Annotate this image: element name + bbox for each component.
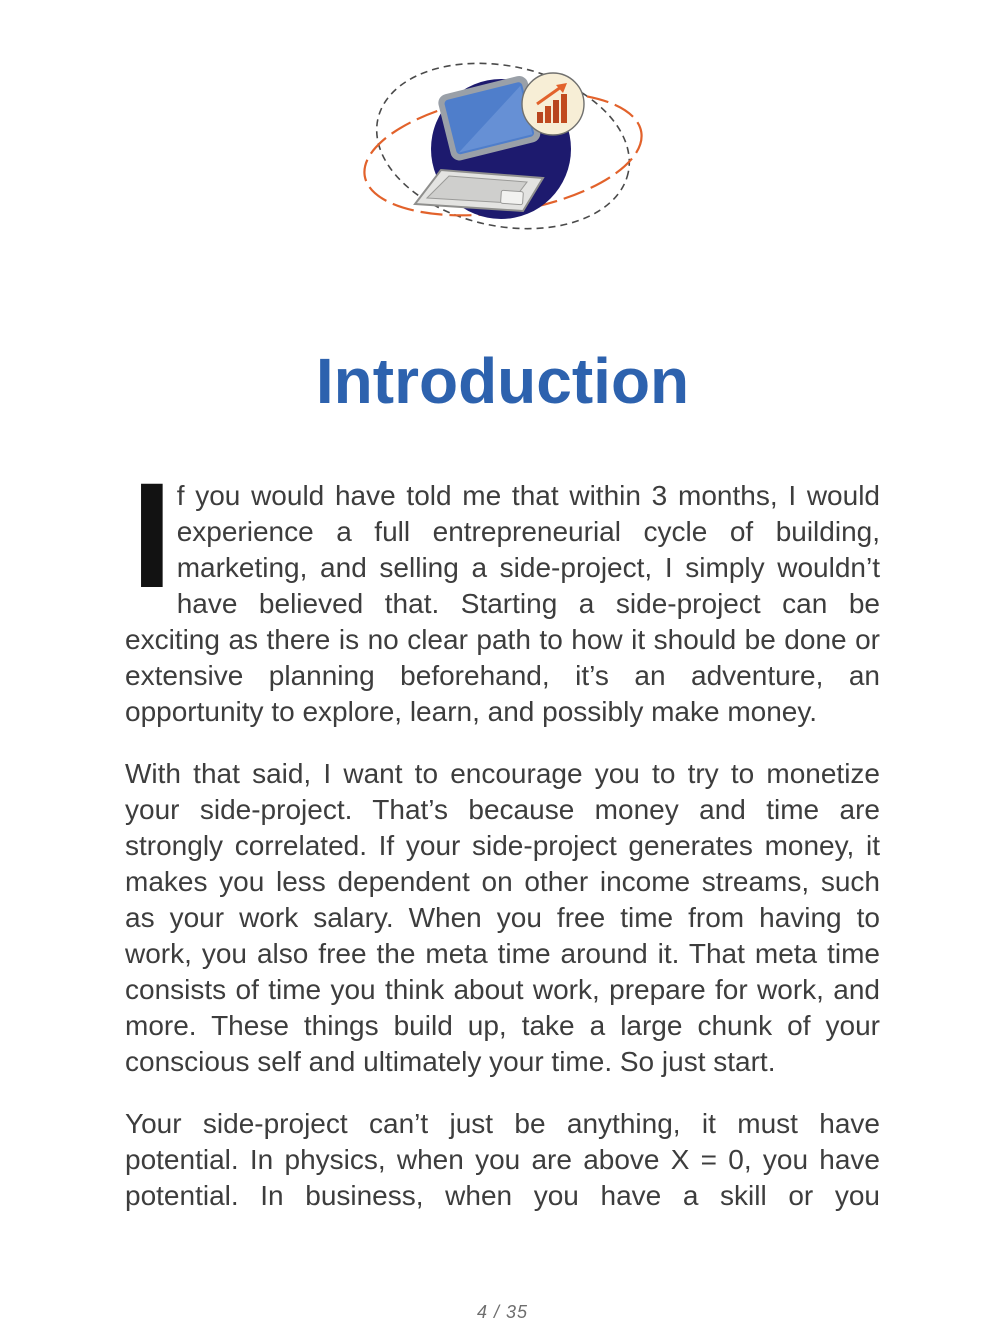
paragraph-3: Your side-project can’t just be anything, it must have potential. In physics, when you are above X = 0, you have potential. In business, when you have a skill or you: [125, 1108, 880, 1211]
page-number: 4 / 35: [476, 1302, 529, 1322]
paragraph-1: [125, 451, 880, 730]
paragraph-2: With that said, I want to encourage you to try to monetize your side-project. That’s because money and time are strongly correlated. If your side-project generates money, it makes you less dependent on other income streams, such as your work salary. When you free time from having to work, you also free the meta time around it. That meta time consists of time you think about work, prepare for work, and more. These things build up, take a large chunk of your conscious self and ultimately your time. So just start.: [125, 758, 880, 1077]
paragraph-1-text: f you would have told me that within 3 months, I would experience a full entrepreneurial cycle of building, marketing, and selling a side-project, I simply wouldn’t have believed that. Starting a side-project can be exciting as there is no clear path to how it should be done or extensive planning beforehand, it’s an adventure, an opportunity to explore, learn, and possibly make money.: [125, 480, 880, 727]
dropcap-letter: I: [131, 451, 173, 619]
page-title: Introduction: [315, 345, 690, 417]
chapter-logo: [0, 0, 1005, 258]
body-text: [0, 451, 1005, 1214]
growth-chart-icon: [522, 73, 584, 135]
laptop-keyboard: [415, 170, 543, 211]
laptop-orbit-illustration: [353, 46, 653, 258]
